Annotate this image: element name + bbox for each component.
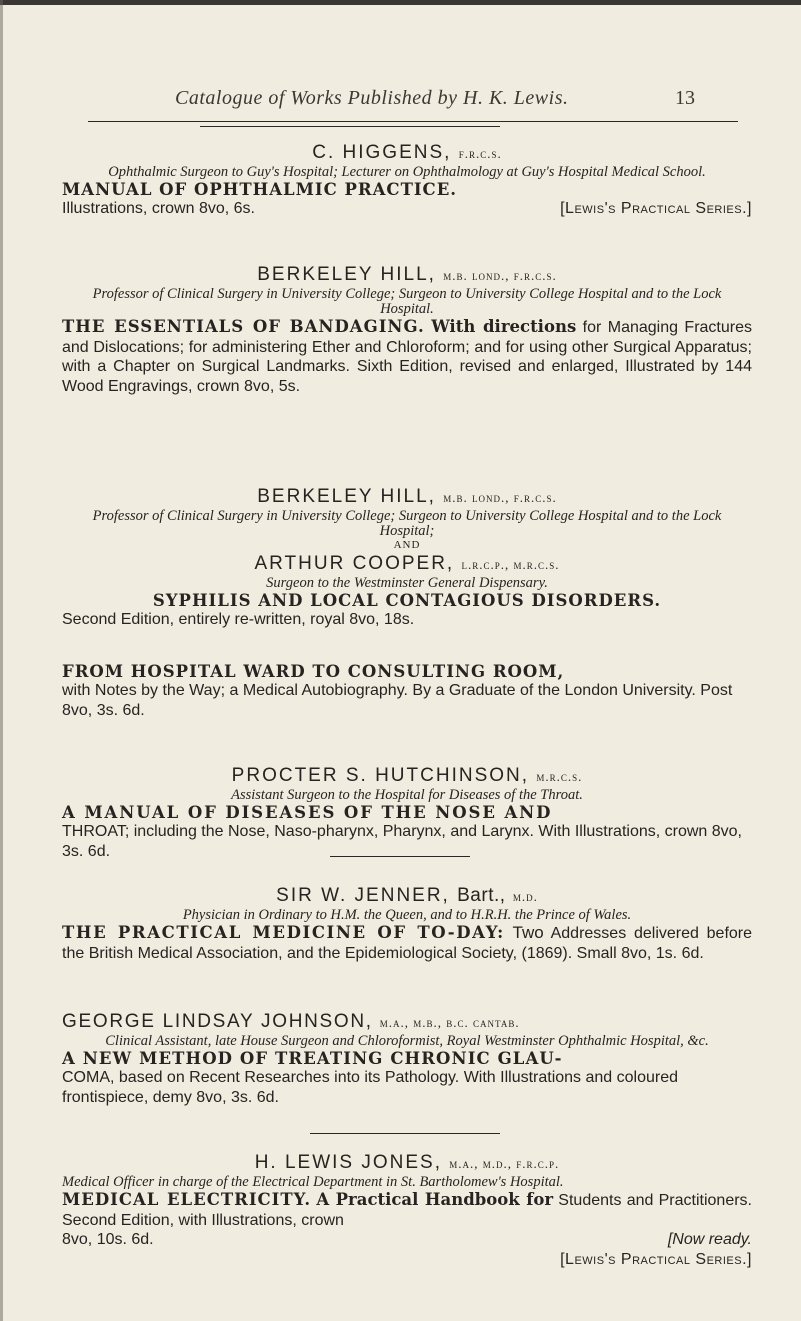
page-edge — [0, 0, 801, 5]
author-title-suffix: Bart., — [457, 885, 506, 906]
author-credentials: m.b. lond., f.r.c.s. — [443, 268, 557, 283]
book-details: Illustrations, crown 8vo, 6s. — [62, 200, 255, 217]
author-heading — [62, 885, 752, 908]
author-name: PROCTER S. HUTCHINSON, — [231, 765, 530, 786]
author-name: C. HIGGENS, — [312, 142, 452, 163]
book-title: THE ESSENTIALS OF BANDAGING. — [62, 317, 425, 336]
catalogue-entry-higgens — [62, 142, 752, 219]
author-heading — [62, 1011, 752, 1034]
availability-note: [Now ready. — [667, 1231, 752, 1248]
book-details-row — [62, 1230, 752, 1250]
book-title-continuation: Two — [512, 923, 544, 942]
book-details-row — [62, 199, 752, 219]
author-name: BERKELEY HILL, — [257, 486, 436, 507]
book-details: Addresses delivered before the British Medical Association, and the Epidemiological Society, (1869). Small 8vo, 1s. 6d. — [62, 925, 753, 962]
author-credentials: m.b. lond., f.r.c.s. — [443, 490, 557, 505]
book-title: MEDICAL ELECTRICITY. — [62, 1190, 312, 1209]
author-heading — [62, 1152, 752, 1175]
author-heading — [62, 765, 752, 788]
author-name: BERKELEY HILL, — [257, 264, 436, 285]
second-author-name: ARTHUR COOPER, — [254, 553, 455, 574]
entry-divider — [330, 856, 470, 857]
author-role: Clinical Assistant, late House Surgeon and Chloroformist, Royal Westminster Ophthalmic Hospital, &c. — [105, 1033, 709, 1049]
book-title: A NEW METHOD OF TREATING CHRONIC GLAU- — [62, 1049, 563, 1068]
second-author-role: Surgeon to the Westminster General Dispensary. — [266, 575, 548, 591]
header-rule-short — [200, 126, 500, 127]
author-credentials: f.r.c.s. — [458, 146, 502, 161]
author-credentials: m.a., m.b., b.c. cantab. — [379, 1015, 520, 1030]
book-title: SYPHILIS AND LOCAL CONTAGIOUS DISORDERS. — [152, 591, 662, 610]
catalogue-entry-jenner — [62, 885, 752, 963]
author-credentials: m.a., m.d., f.r.c.p. — [449, 1156, 560, 1171]
author-credentials: m.d. — [512, 889, 538, 904]
book-title: FROM HOSPITAL WARD TO CONSULTING ROOM, — [62, 662, 565, 681]
author-name: GEORGE LINDSAY JOHNSON, — [62, 1011, 373, 1032]
catalogue-entry-hill-bandaging — [62, 264, 752, 396]
book-details: THROAT; including the Nose, Naso-pharynx, Pharynx, and Larynx. With Illustrations, crown 8vo, 3s. 6d. — [62, 823, 742, 860]
series-note: [Lewis's Practical Series.] — [560, 1250, 752, 1268]
catalogue-entry-johnson — [62, 1011, 752, 1107]
author-role: Professor of Clinical Surgery in University College; Surgeon to University College Hospital and to the Lock Hospital. — [92, 286, 722, 317]
author-name: H. LEWIS JONES, — [254, 1152, 442, 1173]
page-gutter — [0, 0, 3, 1321]
catalogue-entry-hill-cooper — [62, 486, 752, 630]
book-price: 8vo, 10s. 6d. — [62, 1231, 154, 1248]
catalogue-entry-hutchinson — [62, 765, 752, 861]
book-details: with Notes by the Way; a Medical Autobiography. By a Graduate of the London University. Post 8vo, 3s. 6d. — [62, 682, 733, 719]
series-note: [Lewis's Practical Series.] — [560, 200, 752, 217]
page-number: 13 — [675, 87, 695, 109]
book-entry-text — [62, 1190, 752, 1230]
author-role: Professor of Clinical Surgery in University College; Surgeon to University College Hospital and to the Lock Hospital; — [92, 508, 722, 539]
book-details: Second Edition, entirely re-written, royal 8vo, 18s. — [62, 611, 415, 628]
author-role: Medical Officer in charge of the Electrical Department in St. Bartholomew's Hospital. — [62, 1174, 564, 1190]
book-entry-text — [62, 923, 752, 963]
and-separator: AND — [393, 539, 421, 551]
author-heading — [62, 142, 752, 165]
running-title: Catalogue of Works Published by H. K. Lewis. — [175, 87, 569, 109]
author-role: Physician in Ordinary to H.M. the Queen, and to H.R.H. the Prince of Wales. — [182, 907, 632, 923]
author-name: SIR W. JENNER, — [276, 885, 450, 906]
author-role: Ophthalmic Surgeon to Guy's Hospital; Lecturer on Ophthalmology at Guy's Hospital Medical School. — [108, 164, 706, 180]
second-author-credentials: l.r.c.p., m.r.c.s. — [461, 557, 560, 572]
author-role: Assistant Surgeon to the Hospital for Diseases of the Throat. — [231, 787, 583, 803]
second-author-heading — [62, 553, 752, 576]
book-title: A MANUAL OF DISEASES OF THE NOSE AND — [62, 803, 553, 822]
catalogue-entry-hospital-ward — [62, 662, 752, 720]
header-rule — [88, 121, 738, 122]
author-heading — [62, 264, 752, 287]
book-details: for Managing Fractures and Dislocations; for administering Ether and Chloroform; and for using other Surgical Apparatus; with a Chapter on Surgical Landmarks. Sixth Edition, revised and enlarged, Illustrated by 144 Wood Engravings, crown 8vo, 5s. — [62, 319, 753, 395]
book-entry-text — [62, 317, 752, 396]
author-heading — [62, 486, 752, 509]
entry-divider — [310, 1133, 500, 1134]
catalogue-entry-lewis-jones — [62, 1152, 752, 1269]
book-details: Students and Practitioners. Second Edition, with Illustrations, crown — [62, 1192, 752, 1229]
book-title-continuation: With directions — [431, 317, 577, 336]
author-credentials: m.r.c.s. — [536, 769, 583, 784]
running-header — [175, 87, 695, 113]
book-title-continuation: A Practical Handbook for — [316, 1190, 554, 1209]
book-details: COMA, based on Recent Researches into its Pathology. With Illustrations and coloured frontispiece, demy 8vo, 3s. 6d. — [62, 1069, 679, 1106]
book-title: MANUAL OF OPHTHALMIC PRACTICE. — [62, 180, 458, 199]
book-title: THE PRACTICAL MEDICINE OF TO-DAY: — [62, 923, 505, 942]
